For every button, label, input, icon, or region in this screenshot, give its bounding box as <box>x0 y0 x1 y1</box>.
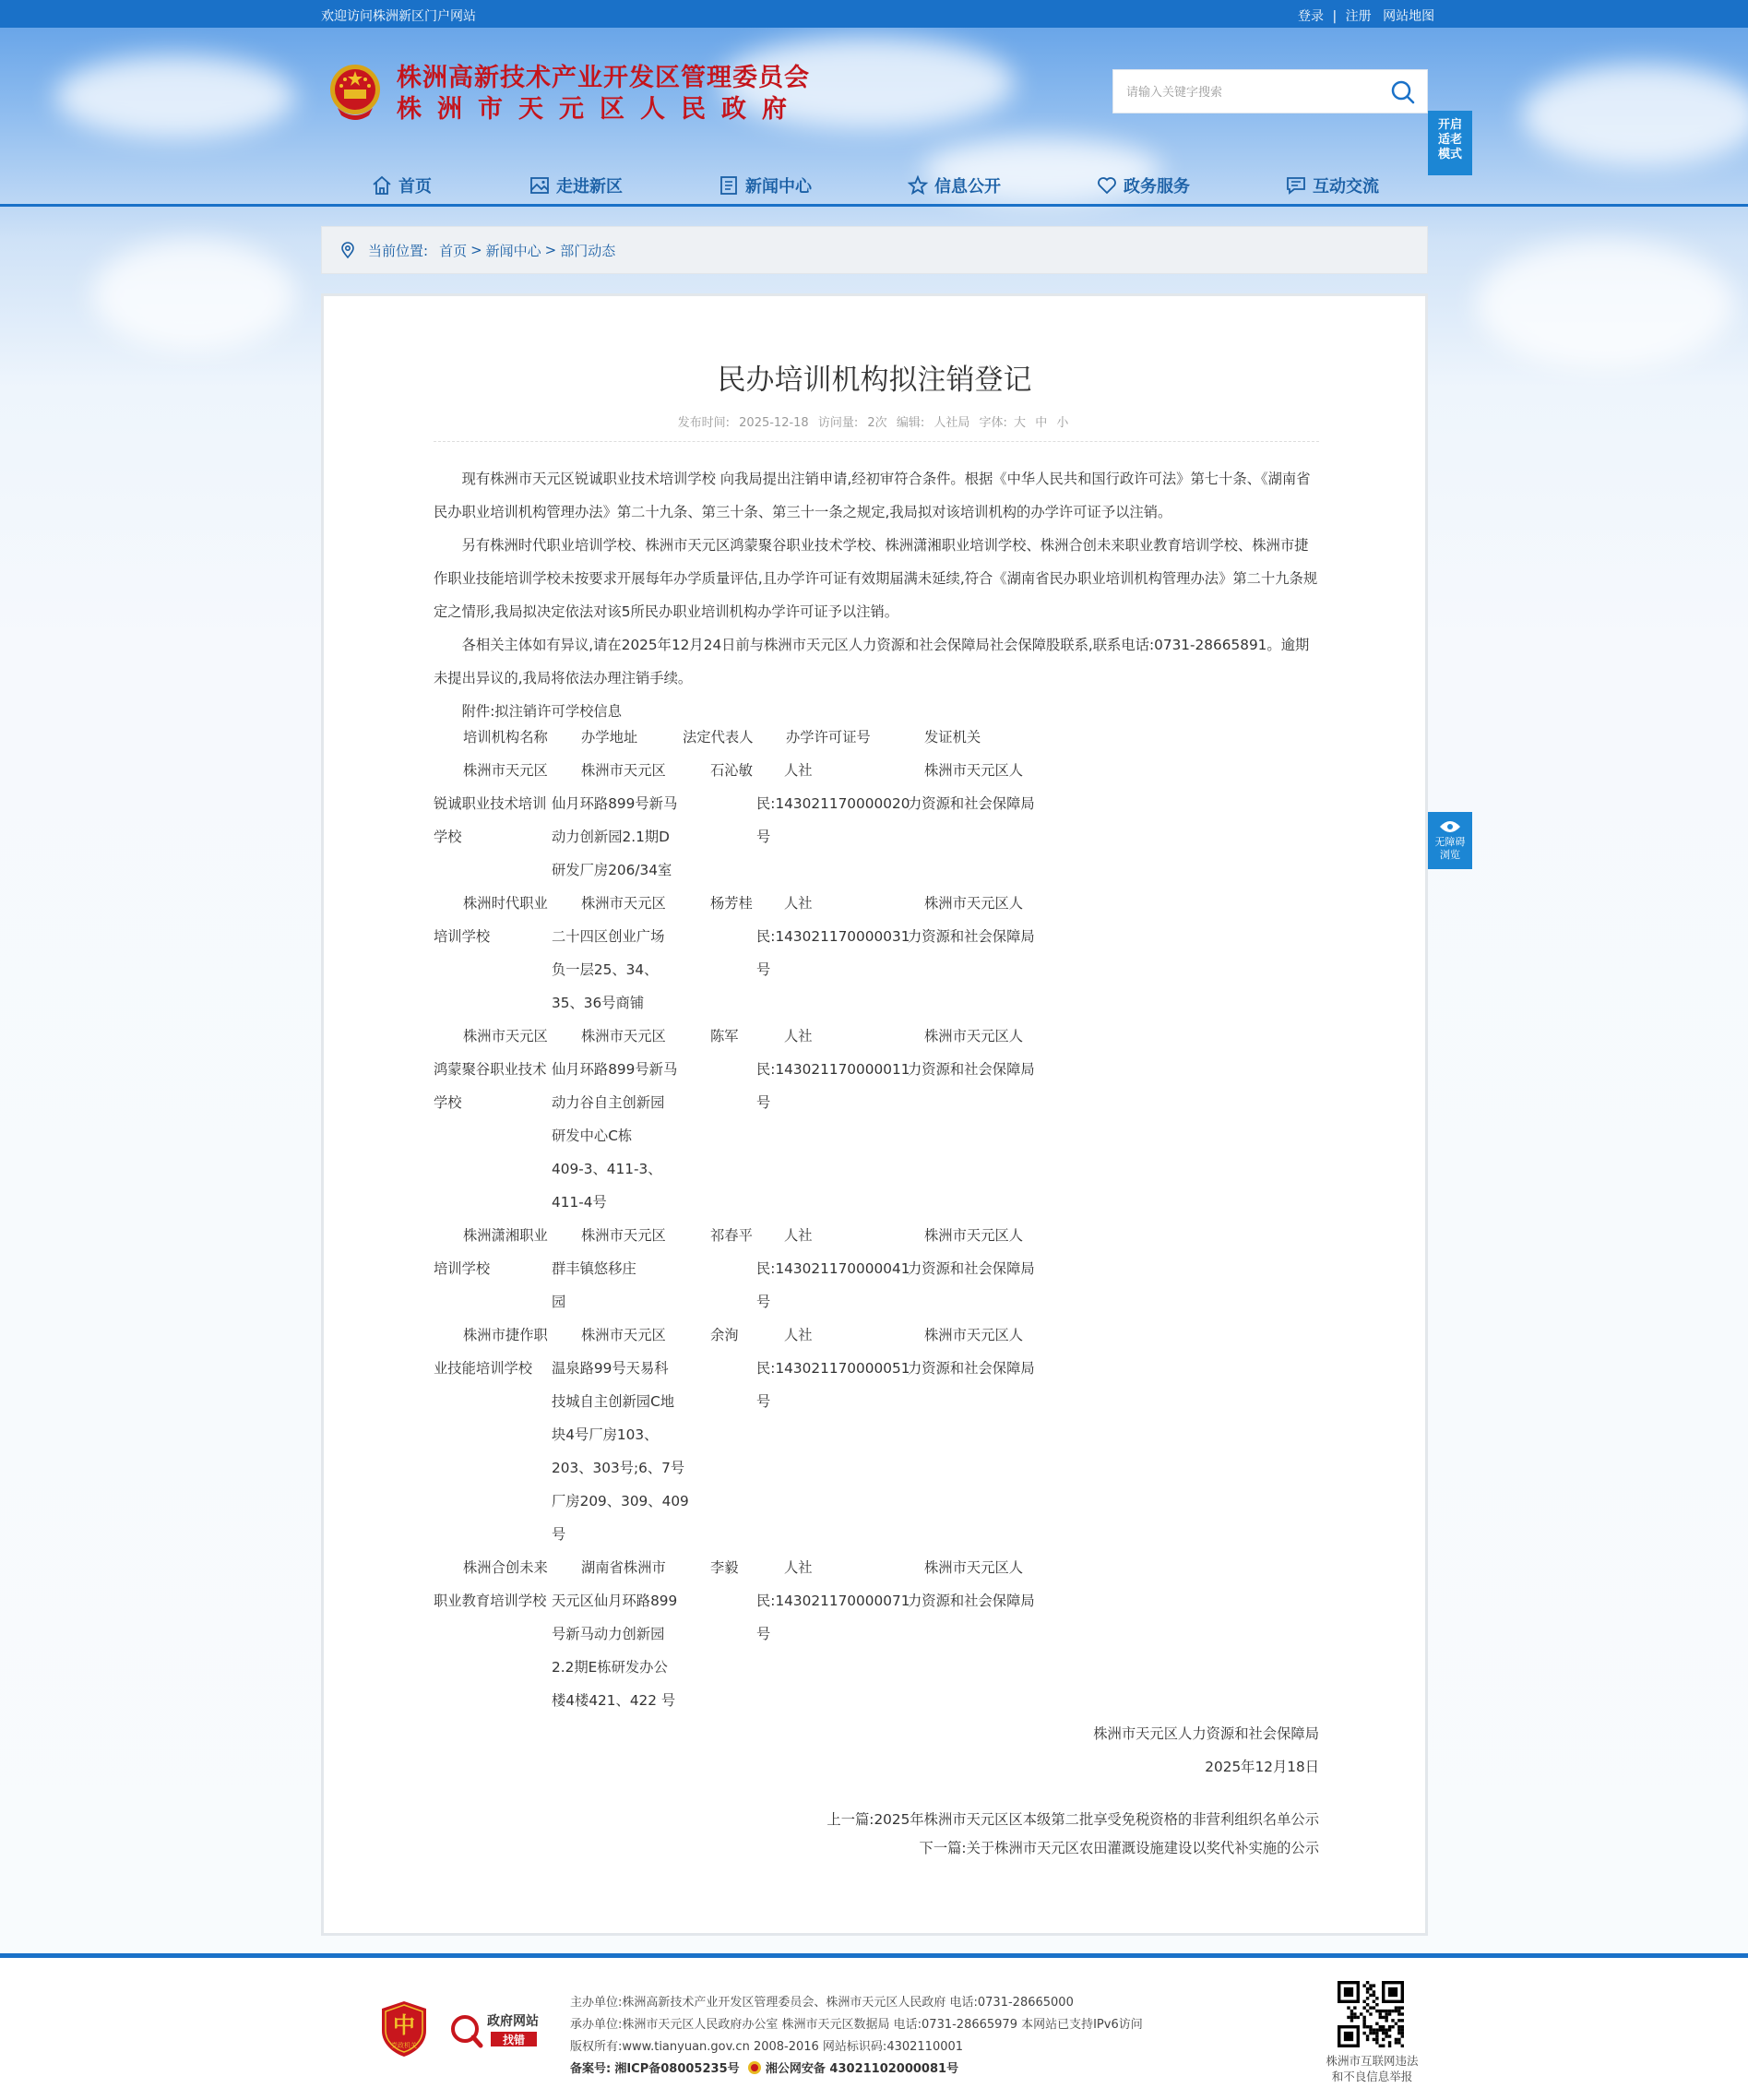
register-link[interactable]: 注册 <box>1345 9 1372 24</box>
nav-item-gov-service[interactable] <box>1096 172 1190 199</box>
table-cell-address: 2.2期E栋研发办公 <box>552 1659 668 1676</box>
icp-label: 备案号: <box>570 2062 612 2076</box>
signature-org: 株洲市天元区人力资源和社会保障局 <box>1093 1725 1319 1742</box>
footer <box>0 1953 1748 2100</box>
table-cell-license: 人社 <box>784 1227 813 1244</box>
qr-caption <box>1310 2053 1434 2084</box>
article-title: 民办培训机构拟注销登记 <box>717 364 1032 397</box>
nav-item-info-public[interactable] <box>907 172 1001 199</box>
footer-host: 主办单位:株洲高新技术产业开发区管理委员会、株洲市天元区人民政府 电话:0731-28665000 <box>570 1996 1074 2010</box>
qr-caption-line1: 株洲市互联网违法 <box>1326 2054 1419 2068</box>
home-icon <box>371 174 393 197</box>
nav-item-interaction[interactable] <box>1285 172 1379 199</box>
table-cell-address: 技城自主创新园C地 <box>552 1393 675 1410</box>
table-header <box>434 721 1319 754</box>
accessibility-button[interactable] <box>1428 812 1472 869</box>
table-header-cell: 办学地址 <box>581 729 638 746</box>
table-cell-address: 负一层25、34、 <box>552 961 659 978</box>
table-cell-name: 锐诚职业技术培训 <box>434 795 547 812</box>
prev-next-links <box>434 1806 1319 1863</box>
table-row <box>434 754 1319 887</box>
font-small-button[interactable]: 小 <box>1056 416 1069 430</box>
picture-icon <box>529 174 551 197</box>
next-article[interactable] <box>434 1834 1319 1863</box>
table-cell-authority: 株洲市天元区人 <box>924 762 1024 779</box>
login-link[interactable]: 登录 <box>1298 9 1324 24</box>
search-icon[interactable] <box>1390 79 1416 105</box>
qr-code-icon <box>1338 1981 1404 2047</box>
nav-label: 走进新区 <box>556 177 623 197</box>
prev-title[interactable]: 2025年株洲市天元区区本级第二批享受免税资格的非营利组织名单公示 <box>874 1811 1319 1828</box>
table-cell-name: 职业教育培训学校 <box>434 1593 547 1609</box>
table-cell-address: 园 <box>552 1294 566 1310</box>
eye-icon <box>1439 819 1461 834</box>
article-meta <box>324 412 1425 430</box>
table-cell-address: 研发中心C栋 <box>552 1128 633 1144</box>
accessibility-label-1: 无障碍 <box>1434 836 1466 848</box>
elder-mode-button[interactable] <box>1428 111 1472 175</box>
views-count: 2次 <box>867 416 887 430</box>
article-container <box>321 293 1428 1936</box>
table-cell-address: 号新马动力创新园 <box>552 1626 665 1642</box>
table-cell-address: 号 <box>552 1526 566 1543</box>
main-nav <box>0 162 1748 207</box>
svg-text:找错: 找错 <box>502 2034 526 2046</box>
police-record-link[interactable]: 湘公网安备 43021102000081号 <box>765 2062 959 2076</box>
footer-info <box>570 1992 1143 2081</box>
font-label: 字体: <box>979 416 1007 430</box>
table-cell-address: 厂房209、309、409 <box>552 1493 689 1509</box>
signature-date: 2025年12月18日 <box>1205 1759 1319 1775</box>
table-cell-rep: 余洵 <box>710 1327 739 1343</box>
table-cell-license: 人社 <box>784 1028 813 1044</box>
table-cell-license: 号 <box>756 1393 771 1410</box>
welcome-text: 欢迎访问株洲新区门户网站 <box>321 9 476 24</box>
table-cell-name: 学校 <box>434 829 462 845</box>
table-cell-address: 温泉路99号天易科 <box>552 1360 669 1377</box>
table-cell-address: 楼4楼421、422 号 <box>552 1692 676 1709</box>
police-badge-icon <box>747 2060 762 2075</box>
font-large-button[interactable]: 大 <box>1014 416 1027 430</box>
nav-label: 信息公开 <box>934 177 1001 197</box>
search-box <box>1112 69 1428 113</box>
table-row <box>434 1551 1319 1717</box>
site-title-line1: 株洲高新技术产业开发区管理委员会 <box>397 64 810 92</box>
table-row <box>434 1219 1319 1318</box>
table-cell-address: 研发厂房206/34室 <box>552 862 672 878</box>
table-cell-rep: 李毅 <box>710 1559 739 1576</box>
paragraph: 各相关主体如有异议,请在2025年12月24日前与株洲市天元区人力资源和社会保障局社会保障股联系,联系电话:0731-28665891。逾期未提出异议的,我局将依法办理注销手续。 <box>434 637 1310 686</box>
table-cell-address: 块4号厂房103、 <box>552 1426 659 1443</box>
table-cell-license: 号 <box>756 1626 771 1642</box>
table-cell-rep: 杨芳桂 <box>710 895 753 912</box>
table-cell-authority: 力资源和社会保障局 <box>908 1593 1035 1609</box>
table-cell-license: 民:143021170000051 <box>756 1360 910 1377</box>
svg-text:中: 中 <box>393 2012 415 2038</box>
nav-item-about[interactable] <box>529 172 623 199</box>
table-cell-address: 35、36号商铺 <box>552 995 645 1011</box>
org-table <box>434 721 1319 1717</box>
editor-name: 人社局 <box>933 416 970 430</box>
table-cell-license: 人社 <box>784 762 813 779</box>
nav-label: 政务服务 <box>1124 177 1190 197</box>
table-cell-license: 号 <box>756 1094 771 1111</box>
nav-item-news[interactable] <box>718 172 812 199</box>
table-cell-address: 湖南省株洲市 <box>581 1559 666 1576</box>
location-pin-icon <box>339 241 357 259</box>
nav-label: 新闻中心 <box>745 177 812 197</box>
elder-mode-label-2: 适老 <box>1437 133 1462 147</box>
table-cell-address: 409-3、411-3、 <box>552 1161 662 1177</box>
table-cell-license: 民:143021170000020 <box>756 795 910 812</box>
site-title-line2: 株洲市天元区人民政府 <box>397 95 803 124</box>
table-header-cell: 发证机关 <box>924 729 981 746</box>
table-cell-authority: 株洲市天元区人 <box>924 1559 1024 1576</box>
table-cell-name: 株洲时代职业 <box>463 895 548 912</box>
table-cell-address: 株洲市天元区 <box>581 762 666 779</box>
accessibility-label-2: 浏览 <box>1440 849 1460 861</box>
table-cell-authority: 力资源和社会保障局 <box>908 1061 1035 1078</box>
table-cell-license: 民:143021170000041 <box>756 1260 910 1277</box>
table-cell-address: 动力谷自主创新园 <box>552 1094 665 1111</box>
table-cell-name: 株洲市天元区 <box>463 1028 548 1044</box>
breadcrumb-sep: > <box>544 242 557 258</box>
table-cell-license: 民:143021170000071 <box>756 1593 910 1609</box>
table-cell-authority: 株洲市天元区人 <box>924 895 1024 912</box>
table-cell-address: 仙月环路899号新马 <box>552 795 678 812</box>
table-cell-rep: 石沁敏 <box>710 762 753 779</box>
attachment-title: 附件:拟注销许可学校信息 <box>461 703 623 720</box>
table-cell-address: 株洲市天元区 <box>581 1327 666 1343</box>
table-cell-license: 号 <box>756 961 771 978</box>
svg-text:党政机关: 党政机关 <box>391 2042 417 2049</box>
top-bar <box>0 0 1748 28</box>
table-cell-name: 培训学校 <box>434 1260 491 1277</box>
paragraph: 现有株洲市天元区锐诚职业技术培训学校 向我局提出注销申请,经初审符合条件。根据《中华人民共和国行政许可法》第七十条、《湖南省民办职业培训机构管理办法》第二十九条、第三十条、第三十一条之规定,我局拟对该培训机构的办学许可证予以注销。 <box>434 471 1311 520</box>
table-cell-name: 学校 <box>434 1094 462 1111</box>
table-cell-authority: 力资源和社会保障局 <box>908 795 1035 812</box>
editor-label: 编辑: <box>896 416 925 430</box>
national-emblem-icon[interactable] <box>328 62 382 123</box>
table-cell-name: 株洲合创未来 <box>463 1559 548 1576</box>
svg-text:政府网站: 政府网站 <box>487 2014 539 2029</box>
table-cell-address: 株洲市天元区 <box>581 1227 666 1244</box>
table-cell-address: 仙月环路899号新马 <box>552 1061 678 1078</box>
table-cell-address: 411-4号 <box>552 1194 607 1211</box>
views-label: 访问量: <box>817 416 859 430</box>
table-cell-address: 株洲市天元区 <box>581 895 666 912</box>
table-header-cell: 办学许可证号 <box>786 729 871 746</box>
next-title[interactable]: 关于株洲市天元区农田灌溉设施建设以奖代补实施的公示 <box>966 1840 1319 1856</box>
table-cell-name: 业技能培训学校 <box>434 1360 533 1377</box>
prev-article[interactable] <box>434 1806 1319 1834</box>
table-row <box>434 1020 1319 1219</box>
paragraph: 另有株洲时代职业培训学校、株洲市天元区鸿蒙聚谷职业技术学校、株洲潇湘职业培训学校、株洲合创未来职业教育培训学校、株洲市捷作职业技能培训学校未按要求开展每年办学质量评估,且办学许可证有效期届满未延续,符合《湖南省民办职业培训机构管理办法》第二十九条规定之情形,我局拟决定依法对该5所民办职业培训机构办学许可证予以注销。 <box>434 537 1318 620</box>
breadcrumb-home[interactable]: 首页 <box>439 242 468 259</box>
meta-divider <box>434 441 1319 442</box>
table-header-cell: 培训机构名称 <box>463 729 548 746</box>
table-cell-address: 二十四区创业广场 <box>552 928 665 945</box>
table-cell-address: 天元区仙月环路899 <box>552 1593 678 1609</box>
account-links <box>1298 6 1434 25</box>
qr-caption-line2: 和不良信息举报 <box>1331 2070 1413 2083</box>
table-cell-license: 人社 <box>784 1327 813 1343</box>
footer-icp-line <box>570 2058 1143 2081</box>
elder-mode-label-3: 模式 <box>1437 148 1462 161</box>
table-cell-license: 民:143021170000011 <box>756 1061 910 1078</box>
table-cell-license: 人社 <box>784 1559 813 1576</box>
table-cell-rep: 祁春平 <box>710 1227 753 1244</box>
breadcrumb <box>321 226 1428 274</box>
gov-site-error-report-icon[interactable] <box>448 2009 544 2051</box>
table-cell-rep: 陈军 <box>710 1028 739 1044</box>
site-title[interactable] <box>397 63 810 125</box>
heart-icon <box>1096 174 1118 197</box>
icp-link[interactable]: 湘ICP备08005235号 <box>614 2062 740 2076</box>
table-cell-license: 号 <box>756 1294 771 1310</box>
next-label: 下一篇: <box>919 1840 967 1856</box>
publish-date: 2025-12-18 <box>739 416 809 430</box>
table-cell-authority: 力资源和社会保障局 <box>908 1360 1035 1377</box>
nav-item-home[interactable] <box>371 172 432 199</box>
breadcrumb-prefix: 当前位置: <box>368 242 429 259</box>
publish-label: 发布时间: <box>677 416 731 430</box>
footer-copyright: 版权所有:www.tianyuan.gov.cn 2008-2016 网站标识码:4302110001 <box>570 2040 964 2054</box>
article-body <box>434 462 1319 728</box>
party-gov-badge-icon[interactable] <box>378 1999 430 2058</box>
link-separator: | <box>1332 9 1338 24</box>
star-icon <box>907 174 929 197</box>
nav-label: 首页 <box>398 177 432 197</box>
news-icon <box>718 174 740 197</box>
nav-label: 互动交流 <box>1313 177 1379 197</box>
table-row <box>434 887 1319 1020</box>
table-cell-authority: 力资源和社会保障局 <box>908 1260 1035 1277</box>
prev-label: 上一篇: <box>826 1811 874 1828</box>
table-cell-authority: 力资源和社会保障局 <box>908 928 1035 945</box>
table-cell-license: 号 <box>756 829 771 845</box>
table-cell-address: 群丰镇悠移庄 <box>552 1260 636 1277</box>
table-row <box>434 1318 1319 1551</box>
breadcrumb-news[interactable]: 新闻中心 <box>485 242 541 259</box>
font-medium-button[interactable]: 中 <box>1035 416 1048 430</box>
breadcrumb-sep: > <box>470 242 482 258</box>
breadcrumb-dept-news[interactable]: 部门动态 <box>560 242 616 259</box>
sitemap-link[interactable]: 网站地图 <box>1383 9 1435 24</box>
footer-organizer: 承办单位:株洲市天元区人民政府办公室 株洲市天元区数据局 电话:0731-28665979 本网站已支持IPv6访问 <box>570 2018 1143 2032</box>
table-cell-address: 动力创新园2.1期D <box>552 829 670 845</box>
table-cell-address: 203、303号;6、7号 <box>552 1460 685 1476</box>
table-cell-license: 民:143021170000031 <box>756 928 910 945</box>
table-cell-authority: 株洲市天元区人 <box>924 1227 1024 1244</box>
elder-mode-label-1: 开启 <box>1437 118 1462 132</box>
table-header-cell: 法定代表人 <box>683 729 754 746</box>
table-cell-name: 株洲潇湘职业 <box>463 1227 548 1244</box>
table-cell-name: 培训学校 <box>434 928 491 945</box>
table-cell-name: 株洲市捷作职 <box>463 1327 548 1343</box>
table-cell-authority: 株洲市天元区人 <box>924 1327 1024 1343</box>
table-cell-license: 人社 <box>784 895 813 912</box>
table-cell-name: 株洲市天元区 <box>463 762 548 779</box>
search-input[interactable] <box>1126 82 1366 102</box>
chat-icon <box>1285 174 1307 197</box>
table-cell-name: 鸿蒙聚谷职业技术 <box>434 1061 547 1078</box>
table-cell-authority: 株洲市天元区人 <box>924 1028 1024 1044</box>
table-cell-address: 株洲市天元区 <box>581 1028 666 1044</box>
